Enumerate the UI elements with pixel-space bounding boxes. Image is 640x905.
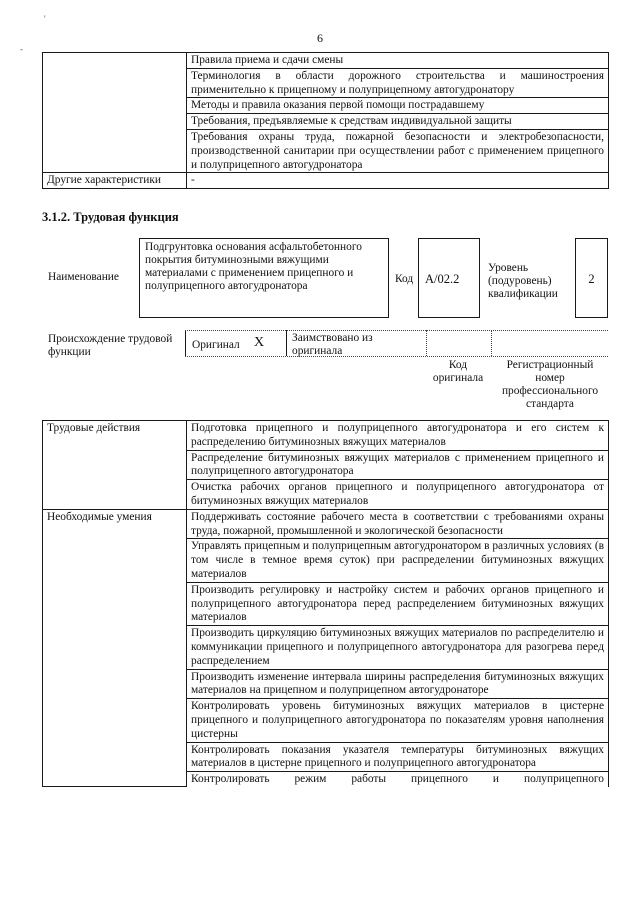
section-title: 3.1.2. Трудовая функция [42, 210, 179, 224]
knowledge-table-continuation [42, 52, 609, 189]
original-mark: X [254, 335, 265, 350]
origin-label: Происхождение трудовой функции [48, 333, 173, 358]
code-label: Код [395, 273, 414, 285]
table-cell: Производить изменение интервала ширины распределения битуминозных вяжущих материалов на прицепном и полуприцепном автогудронаторе [187, 669, 609, 699]
table-row [43, 129, 609, 172]
row-label: Другие характеристики [43, 173, 187, 189]
knowledge-item: Правила приема и сдачи смены [187, 53, 609, 69]
group-label: Необходимые умения [43, 509, 187, 787]
function-name: Подгрунтовка основания асфальтобетонного покрытия битуминозными вяжущими материалами с применением прицепного и полуприцепного автогудронатора [145, 241, 362, 292]
row-label [43, 98, 187, 114]
table-cell: Подготовка прицепного и полуприцепного автогудронатора и его систем к распределению битуминозных вяжущих материалов [187, 421, 609, 451]
code-value: A/02.2 [425, 272, 460, 286]
margin-mark: ' [44, 14, 46, 24]
table-cell: Контролировать режим работы прицепного и полуприцепного [187, 772, 609, 787]
table-cell: Контролировать показания указателя температуры битуминозных вяжущих материалов в цистерне прицепного и полуприцепного автогудронатора [187, 742, 609, 772]
table-cell: Производить регулировку и настройку систем и рабочих органов прицепного и полуприцепного автогудронатора перед распределением битуминозных вяжущих материалов [187, 582, 609, 625]
knowledge-item: Требования, предъявляемые к средствам индивидуальной защиты [187, 114, 609, 130]
page-number: 6 [317, 31, 323, 45]
row-label [43, 129, 187, 172]
table-row [43, 114, 609, 130]
table-cell: Очистка рабочих органов прицепного и полуприцепного автогудронатора от битуминозных вяжущих материалов [187, 480, 609, 510]
table-row [43, 509, 609, 539]
original-label: Оригинал [192, 339, 240, 351]
row-label [43, 53, 187, 69]
name-label: Наименование [48, 271, 119, 283]
borrowed-label: Заимствовано из оригинала [292, 332, 373, 357]
table-row [43, 173, 609, 189]
labor-function-table [42, 420, 609, 787]
row-label [43, 114, 187, 130]
code-original-caption: Код оригинала [432, 359, 484, 384]
level-label: Уровень (подуровень) квалификации [488, 262, 558, 300]
table-cell: Производить циркуляцию битуминозных вяжущих материалов по распределителю и коммуникации прицепного и полуприцепного автогудронатора для разогрева перед распределением [187, 626, 609, 669]
table-cell: Управлять прицепным и полуприцепным автогудронатором в различных условиях (в том числе в темное время суток) при распределении битуминозных вяжущих материалов [187, 539, 609, 582]
table-row [43, 68, 609, 98]
knowledge-item: - [187, 173, 609, 189]
knowledge-item: Терминология в области дорожного строительства и машиностроения применительно к прицепному и полуприцепному автогудронатору [187, 68, 609, 98]
level-value: 2 [588, 272, 595, 286]
table-cell: Поддерживать состояние рабочего места в соответствии с требованиями охраны труда, пожарной, промышленной и экологической безопасности [187, 509, 609, 539]
table-row [43, 53, 609, 69]
margin-mark: - [20, 44, 23, 54]
table-row [43, 98, 609, 114]
table-cell: Распределение битуминозных вяжущих материалов с применением прицепного и полуприцепного автогудронатора [187, 450, 609, 480]
row-label [43, 68, 187, 98]
reg-number-caption: Регистрационный номер профессионального стандарта [501, 359, 599, 410]
knowledge-item: Требования охраны труда, пожарной безопасности и электробезопасности, производственной санитарии при осуществлении работ с применением прицепного и полуприцепного автогудронатора [187, 129, 609, 172]
group-label: Трудовые действия [43, 421, 187, 510]
table-row [43, 421, 609, 451]
table-cell: Контролировать уровень битуминозных вяжущих материалов в цистерне прицепного и полуприцепного автогудронатора по показателям уровня наполнения цистерны [187, 699, 609, 742]
knowledge-item: Методы и правила оказания первой помощи пострадавшему [187, 98, 609, 114]
